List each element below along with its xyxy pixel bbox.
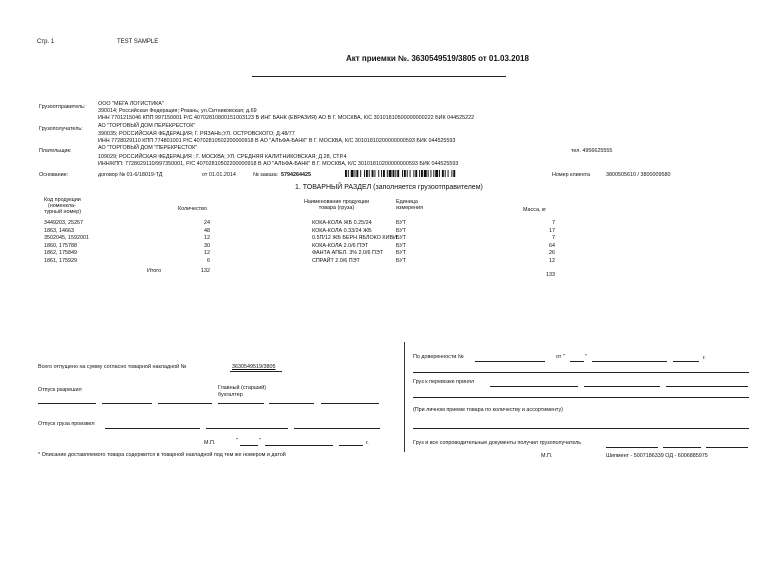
total-mass: 133 <box>546 272 555 278</box>
accepted-sign-line-1[interactable] <box>490 386 578 387</box>
client-label: Номер клиента <box>552 172 591 178</box>
row-mass: 26 <box>549 250 555 257</box>
allowed-sign-line-2[interactable] <box>102 403 152 404</box>
barcode <box>345 170 545 178</box>
power-date-year-line[interactable] <box>673 361 699 362</box>
released-underline <box>230 371 282 372</box>
col-code-header: Код продукции (номенкла- турный номер) <box>44 197 81 215</box>
produced-sign-line-3[interactable] <box>294 428 380 429</box>
footer-divider <box>404 342 405 452</box>
received-sign-line-3[interactable] <box>706 447 748 448</box>
sample-label: TEST SAMPLE <box>117 39 159 45</box>
received-label: Груз и все сопроводительные документы получил грузополучатель <box>413 440 582 446</box>
row-unit: БУТ <box>396 250 407 257</box>
row-unit: БУТ <box>396 242 407 249</box>
row-code: 1863, 14663 <box>44 227 74 234</box>
allowed-sign-line-1[interactable] <box>38 403 96 404</box>
row-mass: 64 <box>549 242 555 249</box>
personal-acceptance-line[interactable] <box>413 428 749 429</box>
shipment-reference: Шипмент - 5007186339 ОД - 6006885975 <box>606 453 708 459</box>
row-name: ФАНТА АПЕЛ. 3% 2.0/6 ПЭТ <box>312 250 384 257</box>
released-text: Всего отпущено на сумму согласно товарной накладной № <box>38 364 187 370</box>
left-date-open-quote: " <box>236 438 238 444</box>
chief-sign-line-2[interactable] <box>269 403 314 404</box>
row-qty: 24 <box>204 220 210 226</box>
row-name: КОКА-КОЛА ЖБ 0.25/24 <box>312 220 372 226</box>
row-code: 3449203, 25257 <box>44 220 83 226</box>
personal-acceptance-note: (При личном приеме товара по количеству и ассортименту) <box>413 407 563 413</box>
left-stamp-mp: М.П. <box>204 440 216 446</box>
shipper-address: 390014; Российская Федерация; Рязань; ул.Ситниковская; д.69 <box>98 108 257 114</box>
right-stamp-mp: М.П. <box>541 453 553 459</box>
total-qty: 132 <box>201 268 210 274</box>
row-name: КОКА-КОЛА 0.33/24 ЖБ <box>312 227 372 234</box>
produced-sign-line-2[interactable] <box>206 428 288 429</box>
basis-contract: договор № 01-6/18019-ТД <box>98 172 163 178</box>
footnote: * Описание доставляемого товара содержится в товарной накладной под тем же номером и датой <box>38 452 286 458</box>
col-qty-header: Количество <box>178 206 207 212</box>
row-unit: БУТ <box>396 235 407 242</box>
accepted-extra-line[interactable] <box>413 397 749 398</box>
released-invoice-number: 3630549519/3805 <box>232 364 276 370</box>
row-code: 3502045, 1592001 <box>44 235 89 242</box>
page-number: Стр. 1 <box>37 39 55 45</box>
section-title: 1. ТОВАРНЫЙ РАЗДЕЛ (заполняется грузоотправителем) <box>295 184 483 191</box>
col-name-header: Наименование продукции товара (груза) <box>304 199 369 211</box>
left-date-close-quote: " <box>259 438 261 444</box>
power-extra-line[interactable] <box>413 372 749 373</box>
row-mass: 7 <box>552 220 555 226</box>
payer-phone: тел. 4956625555 <box>571 148 613 154</box>
row-unit: БУТ <box>396 220 407 226</box>
order-number: 5794264425 <box>281 172 311 178</box>
row-name: 0.5П/12 ЖБ БЕРН ЯБЛОКО КИВИ <box>312 235 397 242</box>
accepted-sign-line-2[interactable] <box>584 386 660 387</box>
order-label: № заказа: <box>253 172 279 178</box>
basis-date: от 01.01.2014 <box>202 172 236 178</box>
row-qty: 12 <box>204 250 210 257</box>
col-mass-header: Масса, кг <box>523 207 547 213</box>
left-date-day-line[interactable] <box>240 445 258 446</box>
row-name: СПРАЙТ 2.0/6 ПЭТ <box>312 258 360 264</box>
allowed-label: Отпуск разрешил <box>38 387 82 393</box>
power-year-suffix: г. <box>703 355 706 361</box>
row-qty: 12 <box>204 235 210 242</box>
received-sign-line-1[interactable] <box>606 447 658 448</box>
received-sign-line-2[interactable] <box>663 447 701 448</box>
title-underline <box>252 76 506 77</box>
row-code: 1862, 175849 <box>44 250 77 257</box>
client-number: 3800505610 / 3800009580 <box>606 172 671 178</box>
consignee-label: Грузополучатель: <box>39 126 83 132</box>
accepted-sign-line-3[interactable] <box>666 386 748 387</box>
payer-bank: ИНН/КПП: 7728029110/997350001, Р/С 40702810502200000918 В АО "АЛЬФА-БАНК" В Г. МОСКВА, К/С 30101810200000000593 БИК 044525593 <box>98 161 459 167</box>
col-unit-header: Единица измерения <box>396 199 424 211</box>
row-mass: 12 <box>549 258 555 264</box>
power-date-close: " <box>585 354 587 360</box>
accepted-label: Груз к перевозке принял <box>413 379 475 385</box>
row-qty: 48 <box>204 227 210 234</box>
row-code: 1860, 175788 <box>44 242 77 249</box>
row-mass: 7 <box>552 235 555 242</box>
power-date-month-line[interactable] <box>592 361 667 362</box>
row-qty: 30 <box>204 242 210 249</box>
total-label: Итого <box>147 268 162 274</box>
row-qty: 6 <box>207 258 210 264</box>
power-of-attorney-label: По доверенности № <box>413 354 464 360</box>
basis-label: Основание: <box>39 172 69 178</box>
chief-sign-line-3[interactable] <box>321 403 379 404</box>
shipper-name: ООО "МЕГА ЛОГИСТИКА" <box>98 101 164 107</box>
document-title: Акт приемки №. 3630549519/3805 от 01.03.2018 <box>346 54 529 63</box>
produced-label: Отпуск груза произвел <box>38 421 95 427</box>
chief-accountant-label: Главный (старший) бухгалтер <box>218 385 267 398</box>
power-date-day-line[interactable] <box>570 361 584 362</box>
left-date-year-line[interactable] <box>339 445 363 446</box>
consignee-bank: ИНН 7728029110 КПП 774801001 Р/С 40702810502200000918 В АО "АЛЬФА-БАНК" В Г. МОСКВА, К/С 30101810200000000593 БИК 044525593 <box>98 138 456 144</box>
left-year-suffix: г. <box>366 440 369 446</box>
consignee-address: 390035; РОССИЙСКАЯ ФЕДЕРАЦИЯ; Г. РЯЗАНЬ;УЛ. ОСТРОВСКОГО; Д.48/77 <box>98 131 295 137</box>
row-unit: БУТ <box>396 227 407 234</box>
power-date-open: от " <box>556 354 565 360</box>
produced-sign-line-1[interactable] <box>105 428 200 429</box>
chief-sign-line-1[interactable] <box>218 403 264 404</box>
power-of-attorney-line[interactable] <box>475 361 545 362</box>
left-date-month-line[interactable] <box>265 445 333 446</box>
row-name: КОКА-КОЛА 2.0/6 ПЭТ <box>312 242 369 249</box>
consignee-name: АО "ТОРГОВЫЙ ДОМ ПЕРЕКРЕСТОК" <box>98 123 196 129</box>
payer-name: АО "ТОРГОВЫЙ ДОМ "ПЕРЕКРЕСТОК" <box>98 145 198 151</box>
payer-label: Плательщик: <box>39 148 72 154</box>
payer-address: 109029; РОССИЙСКАЯ ФЕДЕРАЦИЯ ; Г. МОСКВА; УЛ. СРЕДНЯЯ КАЛИТНИКОВСКАЯ; Д.28, СТР.4 <box>98 154 347 160</box>
row-mass: 17 <box>549 227 555 234</box>
shipper-bank: ИНН 7701215046 КПП 997150001 Р/С 40702810800151003123 В ИНГ БАНК (ЕВРАЗИЯ) АО В Г. МОСКВА, К/С 30101810500000000222 БИК 044525222 <box>98 115 475 121</box>
row-unit: БУТ <box>396 258 407 264</box>
row-code: 1861, 175929 <box>44 258 77 264</box>
allowed-sign-line-3[interactable] <box>158 403 212 404</box>
shipper-label: Грузоотправитель: <box>39 104 86 110</box>
